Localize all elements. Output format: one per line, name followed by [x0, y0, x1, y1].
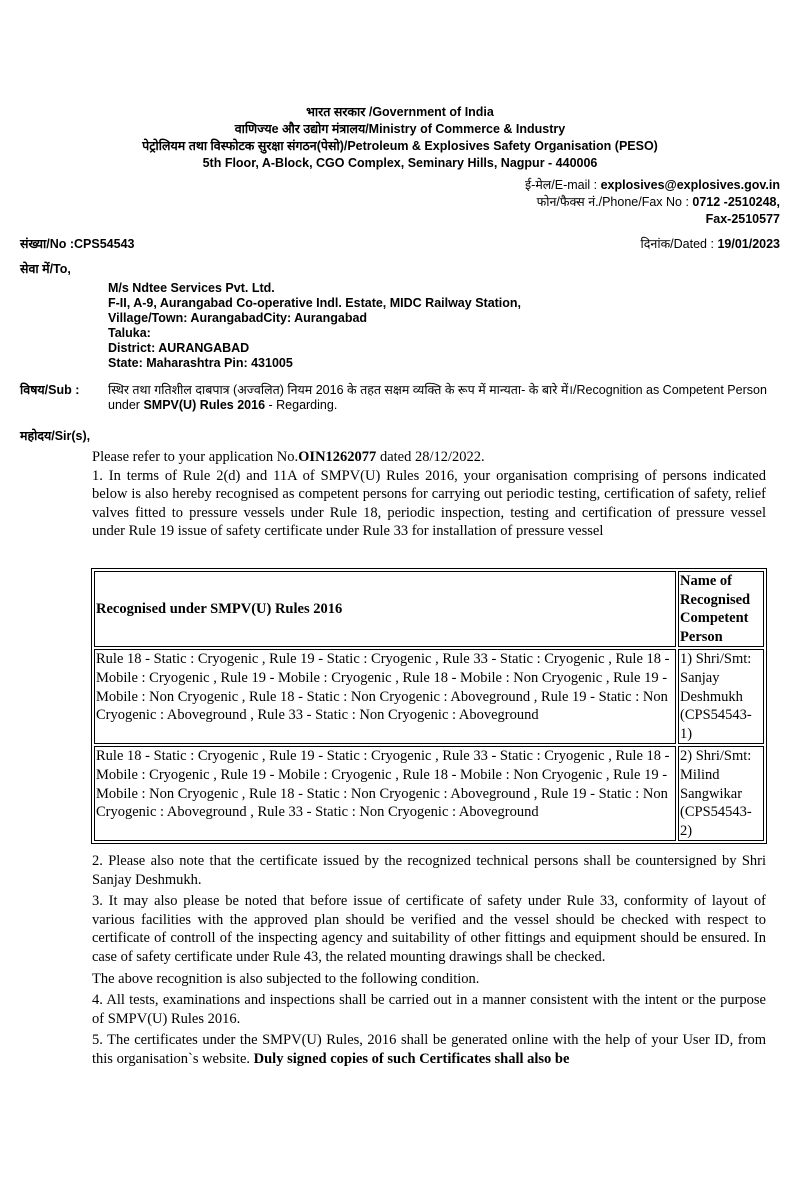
reference-number: संख्या/No :CPS54543	[20, 237, 135, 251]
paragraph-1: 1. In terms of Rule 2(d) and 11A of SMPV(U) Rules 2016, your organisation comprising of persons indicated below is also hereby recognised as competent persons for carrying out periodic testing, certification of safety, relief valves fitted to pressure vessels under Rule 18, periodic inspection, testing and certification of pressure vessel under Rule 19 issue of safety certificate under Rule 33 for installation of pressure vessel	[92, 467, 766, 540]
address-line: F-II, A-9, Aurangabad Co-operative Indl. Estate, MIDC Railway Station,	[108, 296, 522, 310]
fax-number: Fax-2510577	[705, 212, 780, 226]
subject-rules-name: SMPV(U) Rules 2016	[143, 398, 266, 412]
letterhead-address: 5th Floor, A-Block, CGO Complex, Seminary Hills, Nagpur - 440006	[202, 156, 598, 170]
person-cell: 1) Shri/Smt: Sanjay Deshmukh (CPS54543-1)	[678, 649, 764, 744]
reference-line	[20, 235, 780, 253]
salutation: महोदय/Sir(s),	[20, 429, 91, 443]
header-person: Name of Recognised Competent Person	[678, 571, 764, 647]
email-line	[525, 177, 780, 194]
phone-number: 0712 -2510248,	[692, 195, 780, 209]
letter-body-intro	[92, 448, 766, 541]
email-label: ई-मेल/E-mail :	[525, 178, 601, 192]
phone-label: फोन/फैक्स नं./Phone/Fax No :	[536, 195, 693, 209]
application-number: OIN1262077	[298, 449, 377, 465]
paragraph-5	[92, 1031, 766, 1068]
address-line: M/s Ndtee Services Pvt. Ltd.	[108, 281, 275, 295]
to-label: सेवा में/To,	[20, 262, 71, 276]
person-cell: 2) Shri/Smt: Milind Sangwikar (CPS54543-2)	[678, 746, 764, 841]
table-header-row	[94, 571, 764, 647]
letter-body-conditions	[92, 852, 766, 1072]
address-line: District: AURANGABAD	[108, 341, 250, 355]
paragraph-5-text: 5. The certificates under the SMPV(U) Rules, 2016 shall be generated online with the help of your User ID, from this organisation`s website.	[92, 1032, 766, 1067]
letter-date: 19/01/2023	[717, 237, 780, 251]
recognition-table	[91, 568, 767, 844]
paragraph-5-emphasis: Duly signed copies of such Certificates shall also be	[253, 1050, 570, 1067]
email-address: explosives@explosives.gov.in	[600, 178, 780, 192]
application-reference	[92, 448, 766, 467]
fax-line	[525, 211, 780, 228]
application-text: Please refer to your application No.	[92, 449, 299, 465]
letterhead-ministry: वाणिज्यe और उद्योग मंत्रालय/Ministry of Commerce & Industry	[234, 122, 566, 136]
subject-text-part: - Regarding.	[265, 398, 338, 412]
subject-text	[108, 383, 780, 413]
condition-intro: The above recognition is also subjected to the following condition.	[92, 970, 480, 987]
contact-block	[525, 177, 780, 228]
paragraph-4: 4. All tests, examinations and inspections shall be carried out in a manner consistent with the intent or the purpose of SMPV(U) Rules 2016.	[92, 992, 766, 1027]
date-label: दिनांक/Dated :	[640, 237, 718, 251]
table-row	[94, 649, 764, 744]
rules-cell: Rule 18 - Static : Cryogenic , Rule 19 - Static : Cryogenic , Rule 33 - Static : Cryogenic , Rule 18 - Mobile : Cryogenic , Rule 19 - Mobile : Cryogenic , Rule 18 - Mobile : Non Cryogenic , Rule 19 - Mobile : Non Cryogenic , Rule 18 - Static : Non Cryogenic : Aboveground , Rule 19 - Static : Non Cryogenic : Aboveground , Rule 33 - Static : Non Cryogenic : Aboveground	[94, 746, 676, 841]
header-rules: Recognised under SMPV(U) Rules 2016	[94, 571, 676, 647]
address-line: State: Maharashtra Pin: 431005	[108, 356, 293, 370]
address-line: Village/Town: AurangabadCity: Aurangabad	[108, 311, 368, 325]
letterhead-government: भारत सरकार /Government of India	[306, 105, 494, 119]
address-line: Taluka:	[108, 326, 151, 340]
recipient-address	[108, 281, 521, 371]
subject-label: विषय/Sub :	[20, 383, 80, 397]
reference-date-group	[641, 235, 780, 252]
phone-line	[525, 194, 780, 211]
application-date-text: dated 28/12/2022.	[376, 449, 485, 465]
paragraph-3: 3. It may also please be noted that before issue of certificate of safety under Rule 33, conformity of layout of various facilities with the approved plan should be verified and the vessel should be checked with respect to certificate of controll of the inspecting agency and suitability of other fittings and equipment should be ensured. In case of safety certificate under Rule 43, the related mounting drawings shall be checked.	[92, 893, 766, 965]
subject-block	[20, 383, 780, 413]
paragraph-2: 2. Please also note that the certificate issued by the recognized technical persons shall be countersigned by Shri Sanjay Deshmukh.	[92, 853, 766, 888]
table-row	[94, 746, 764, 841]
letterhead	[0, 104, 800, 172]
rules-cell: Rule 18 - Static : Cryogenic , Rule 19 - Static : Cryogenic , Rule 33 - Static : Cryogenic , Rule 18 - Mobile : Cryogenic , Rule 19 - Mobile : Cryogenic , Rule 18 - Mobile : Non Cryogenic , Rule 19 - Mobile : Non Cryogenic , Rule 18 - Static : Non Cryogenic : Aboveground , Rule 19 - Static : Non Cryogenic : Aboveground , Rule 33 - Static : Non Cryogenic : Aboveground	[94, 649, 676, 744]
letterhead-organisation: पेट्रोलियम तथा विस्फोटक सुरक्षा संगठन(पेसो)/Petroleum & Explosives Safety Organisation (PESO)	[142, 139, 658, 153]
subject-text-part: स्थिर तथा गतिशील दाबपात्र (अज्वलित) नियम 2016 के तहत सक्षम व्यक्ति के रूप में मान्यता- के बारे में।/Recognition as Competent Person under	[108, 383, 767, 412]
